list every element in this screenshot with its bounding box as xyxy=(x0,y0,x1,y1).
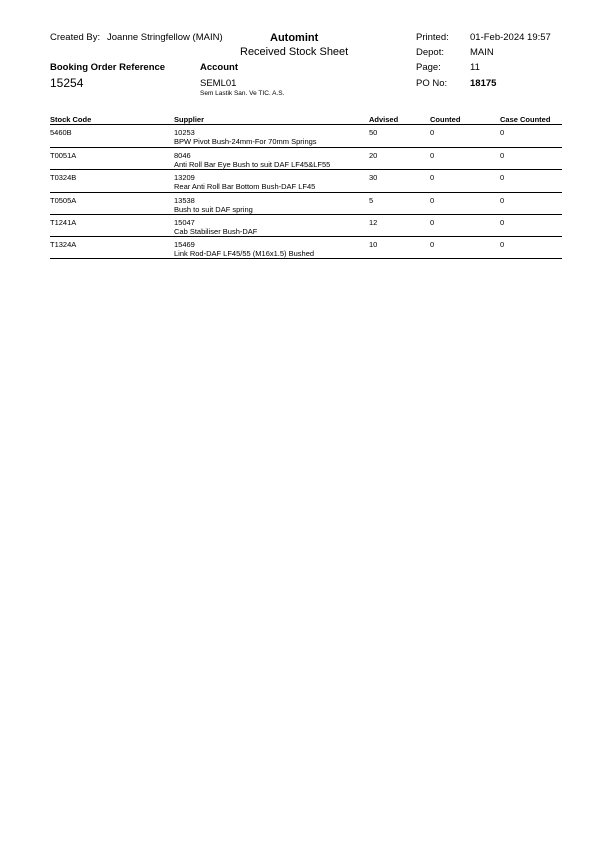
stock-code: T1241A xyxy=(50,218,77,227)
item-description: Rear Anti Roll Bar Bottom Bush-DAF LF45 xyxy=(174,182,316,191)
counted-qty: 0 xyxy=(430,196,435,205)
row-divider xyxy=(50,147,562,148)
stock-code: 5460B xyxy=(50,128,72,137)
item-description: Cab Stabiliser Bush-DAF xyxy=(174,227,258,236)
supplier-code: 13209 xyxy=(174,173,195,182)
supplier-code: 13538 xyxy=(174,196,195,205)
document-title: Received Stock Sheet xyxy=(240,46,349,58)
stock-code: T0505A xyxy=(50,196,77,205)
header-divider xyxy=(50,124,562,125)
page-number: 11 xyxy=(470,62,480,73)
page-label: Page: xyxy=(416,62,441,73)
depot-label: Depot: xyxy=(416,47,444,58)
po-number: 18175 xyxy=(470,78,497,89)
case-counted-qty: 0 xyxy=(500,151,505,160)
column-header-supplier: Supplier xyxy=(174,115,205,124)
column-header-case-counted: Case Counted xyxy=(500,115,551,124)
row-divider xyxy=(50,169,562,170)
advised-qty: 10 xyxy=(369,240,378,249)
advised-qty: 30 xyxy=(369,173,378,182)
booking-order-label: Booking Order Reference xyxy=(50,62,166,73)
supplier-code: 8046 xyxy=(174,151,191,160)
printed-value: 01-Feb-2024 19:57 xyxy=(470,32,551,43)
counted-qty: 0 xyxy=(430,128,435,137)
counted-qty: 0 xyxy=(430,240,435,249)
column-header-advised: Advised xyxy=(369,115,399,124)
printed-label: Printed: xyxy=(416,32,449,43)
account-name: Sem Lastik San. Ve TIC. A.S. xyxy=(200,90,285,97)
case-counted-qty: 0 xyxy=(500,218,505,227)
row-divider xyxy=(50,236,562,237)
created-by-label: Created By: xyxy=(50,32,101,43)
advised-qty: 20 xyxy=(369,151,378,160)
stock-code: T0051A xyxy=(50,151,77,160)
created-by-value: Joanne Stringfellow (MAIN) xyxy=(107,32,223,43)
item-description: Anti Roll Bar Eye Bush to suit DAF LF45&LF55 xyxy=(174,160,331,169)
row-divider xyxy=(50,258,562,259)
counted-qty: 0 xyxy=(430,173,435,182)
counted-qty: 0 xyxy=(430,218,435,227)
advised-qty: 50 xyxy=(369,128,378,137)
account-label: Account xyxy=(200,62,238,73)
case-counted-qty: 0 xyxy=(500,240,505,249)
booking-order-value: 15254 xyxy=(50,76,84,90)
counted-qty: 0 xyxy=(430,151,435,160)
case-counted-qty: 0 xyxy=(500,196,505,205)
item-description: Bush to suit DAF spring xyxy=(174,205,253,214)
advised-qty: 12 xyxy=(369,218,378,227)
supplier-code: 10253 xyxy=(174,128,195,137)
advised-qty: 5 xyxy=(369,196,374,205)
column-header-counted: Counted xyxy=(430,115,461,124)
account-code: SEML01 xyxy=(200,78,237,89)
po-label: PO No: xyxy=(416,78,448,89)
company-name: Automint xyxy=(270,32,319,44)
depot-value: MAIN xyxy=(470,47,494,58)
item-description: BPW Pivot Bush-24mm-For 70mm Springs xyxy=(174,137,317,146)
column-header-stock-code: Stock Code xyxy=(50,115,92,124)
supplier-code: 15469 xyxy=(174,240,195,249)
row-divider xyxy=(50,192,562,193)
case-counted-qty: 0 xyxy=(500,173,505,182)
supplier-code: 15047 xyxy=(174,218,195,227)
case-counted-qty: 0 xyxy=(500,128,505,137)
item-description: Link Rod-DAF LF45/55 (M16x1.5) Bushed xyxy=(174,249,315,258)
stock-code: T1324A xyxy=(50,240,77,249)
row-divider xyxy=(50,214,562,215)
stock-code: T0324B xyxy=(50,173,77,182)
